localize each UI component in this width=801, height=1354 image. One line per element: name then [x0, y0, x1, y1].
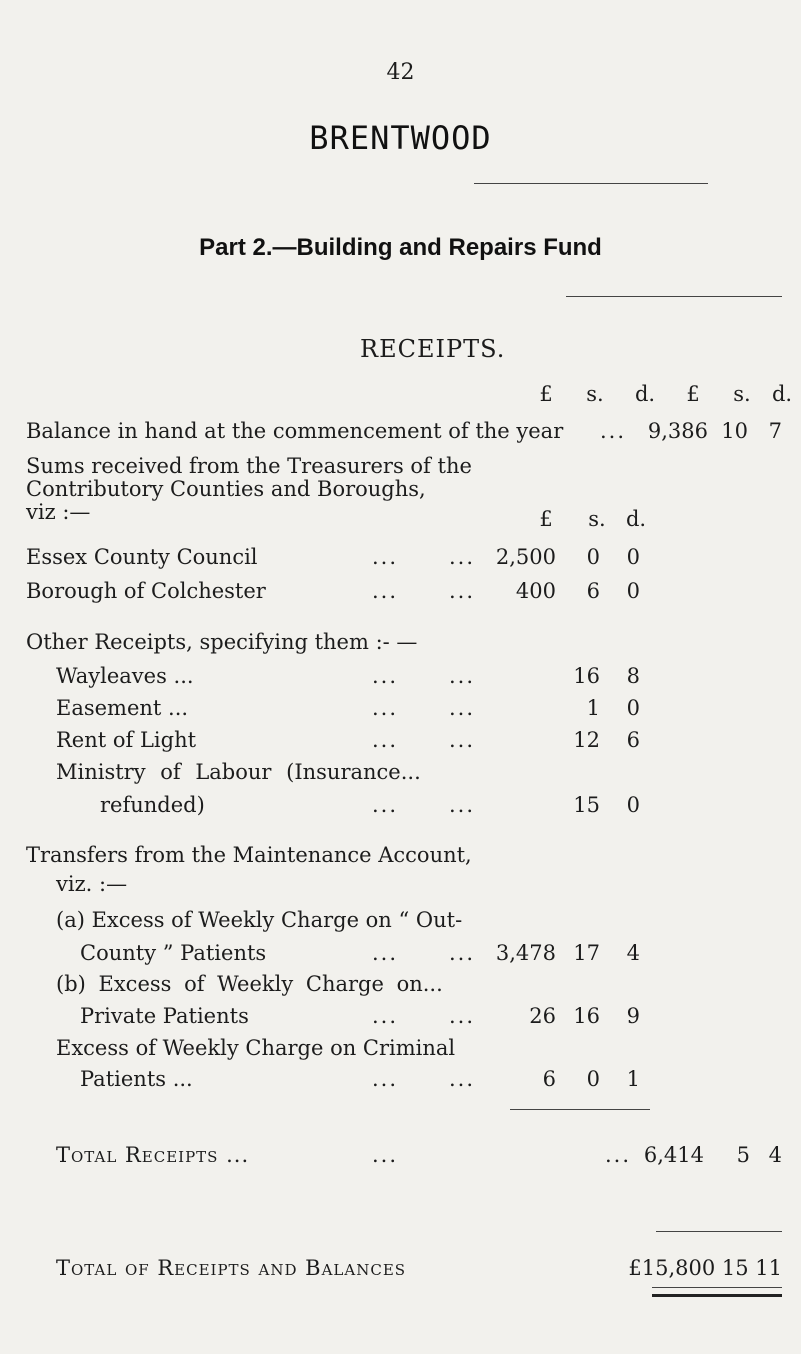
transfer-c-dots-2: ... [449, 1067, 476, 1091]
essex-pence: 0 [626, 545, 640, 569]
grand-total-amount: £15,800 15 11 [628, 1256, 782, 1280]
ministry-line-2: refunded) [100, 793, 205, 817]
balance-dots: ... [600, 419, 627, 443]
colchester-dots-2: ... [449, 579, 476, 603]
other-receipts-heading: Other Receipts, specifying them :- — [26, 630, 418, 654]
col-header-shilling-2: s. [733, 382, 751, 406]
transfer-c-pence: 1 [626, 1067, 640, 1091]
sub-header-shilling: s. [588, 507, 606, 531]
transfer-a-pounds: 3,478 [495, 941, 556, 965]
transfers-heading-1: Transfers from the Maintenance Account, [26, 843, 472, 867]
total-receipts-pence: 4 [768, 1143, 782, 1167]
transfer-a-line-1: (a) Excess of Weekly Charge on “ Out- [56, 908, 463, 932]
transfer-b-pounds: 26 [529, 1004, 556, 1028]
rent-of-light-pence: 6 [626, 728, 640, 752]
total-receipts-dots-2: ... [605, 1143, 632, 1167]
col-header-pence-2: d. [771, 382, 793, 406]
transfer-b-line-2: Private Patients [80, 1004, 249, 1028]
wayleaves-pence: 8 [626, 664, 640, 688]
transfer-c-shillings: 0 [586, 1067, 600, 1091]
easement-dots-1: ... [372, 696, 399, 720]
total-receipts-shillings: 5 [736, 1143, 750, 1167]
colchester-shillings: 6 [586, 579, 600, 603]
transfer-b-shillings: 16 [573, 1004, 600, 1028]
balance-shillings: 10 [721, 419, 748, 443]
col-header-pound-2: £ [686, 382, 700, 406]
subtitle: Part 2.—Building and Repairs Fund [199, 234, 602, 261]
sums-line-1: Sums received from the Treasurers of the [26, 454, 472, 478]
subtitle-rule [566, 296, 782, 297]
wayleaves-dots-2: ... [449, 664, 476, 688]
colchester-dots-1: ... [372, 579, 399, 603]
colchester-label: Borough of Colchester [26, 579, 266, 603]
essex-dots-2: ... [449, 545, 476, 569]
transfer-c-line-1: Excess of Weekly Charge on Criminal [56, 1036, 456, 1060]
transfer-a-dots-2: ... [449, 941, 476, 965]
transfers-heading-2: viz. :— [56, 872, 128, 896]
balance-pounds: 9,386 [647, 419, 708, 443]
grand-total-top-rule [656, 1231, 782, 1232]
colchester-pence: 0 [626, 579, 640, 603]
sub-header-pence: d. [625, 507, 647, 531]
rent-of-light-dots-2: ... [449, 728, 476, 752]
page-number: 42 [386, 60, 415, 85]
transfer-c-line-2: Patients ... [80, 1067, 193, 1091]
balance-label: Balance in hand at the commencement of the year [26, 419, 564, 443]
easement-shillings: 1 [586, 696, 600, 720]
transfer-b-dots-1: ... [372, 1004, 399, 1028]
ministry-pence: 0 [626, 793, 640, 817]
rent-of-light-label: Rent of Light [56, 728, 197, 752]
grand-total-double-rule [652, 1294, 782, 1297]
total-receipts-dots-1: ... [372, 1143, 399, 1167]
title-rule [474, 183, 708, 184]
total-receipts-label: Total Receipts ... [56, 1143, 250, 1167]
ministry-shillings: 15 [573, 793, 600, 817]
transfer-a-shillings: 17 [573, 941, 600, 965]
subtotal-rule [510, 1109, 650, 1110]
ministry-dots-2: ... [449, 793, 476, 817]
essex-label: Essex County Council [26, 545, 258, 569]
colchester-pounds: 400 [515, 579, 556, 603]
section-title: RECEIPTS. [360, 335, 506, 363]
wayleaves-label: Wayleaves ... [56, 664, 194, 688]
transfer-c-dots-1: ... [372, 1067, 399, 1091]
transfer-a-line-2: County ” Patients [80, 941, 267, 965]
sums-line-2: Contributory Counties and Boroughs, [26, 477, 426, 501]
document-title: BRENTWOOD [309, 119, 492, 157]
col-header-pence: d. [634, 382, 656, 406]
transfer-b-dots-2: ... [449, 1004, 476, 1028]
easement-dots-2: ... [449, 696, 476, 720]
easement-pence: 0 [626, 696, 640, 720]
rent-of-light-dots-1: ... [372, 728, 399, 752]
wayleaves-shillings: 16 [573, 664, 600, 688]
col-header-shilling: s. [586, 382, 604, 406]
grand-total-under-rule [652, 1287, 782, 1288]
balance-pence: 7 [768, 419, 782, 443]
transfer-a-dots-1: ... [372, 941, 399, 965]
col-header-pound: £ [539, 382, 553, 406]
essex-pounds: 2,500 [495, 545, 556, 569]
essex-dots-1: ... [372, 545, 399, 569]
transfer-a-pence: 4 [626, 941, 640, 965]
sub-header-pound: £ [539, 507, 553, 531]
easement-label: Easement ... [56, 696, 189, 720]
essex-shillings: 0 [586, 545, 600, 569]
ministry-dots-1: ... [372, 793, 399, 817]
rent-of-light-shillings: 12 [573, 728, 600, 752]
grand-total-label: Total of Receipts and Balances [56, 1256, 407, 1280]
ministry-line-1: Ministry of Labour (Insurance... [56, 760, 421, 784]
transfer-b-line-1: (b) Excess of Weekly Charge on... [56, 972, 443, 996]
total-receipts-pounds: 6,414 [643, 1143, 704, 1167]
transfer-c-pounds: 6 [542, 1067, 556, 1091]
wayleaves-dots-1: ... [372, 664, 399, 688]
sums-line-3: viz :— [26, 500, 91, 524]
transfer-b-pence: 9 [626, 1004, 640, 1028]
